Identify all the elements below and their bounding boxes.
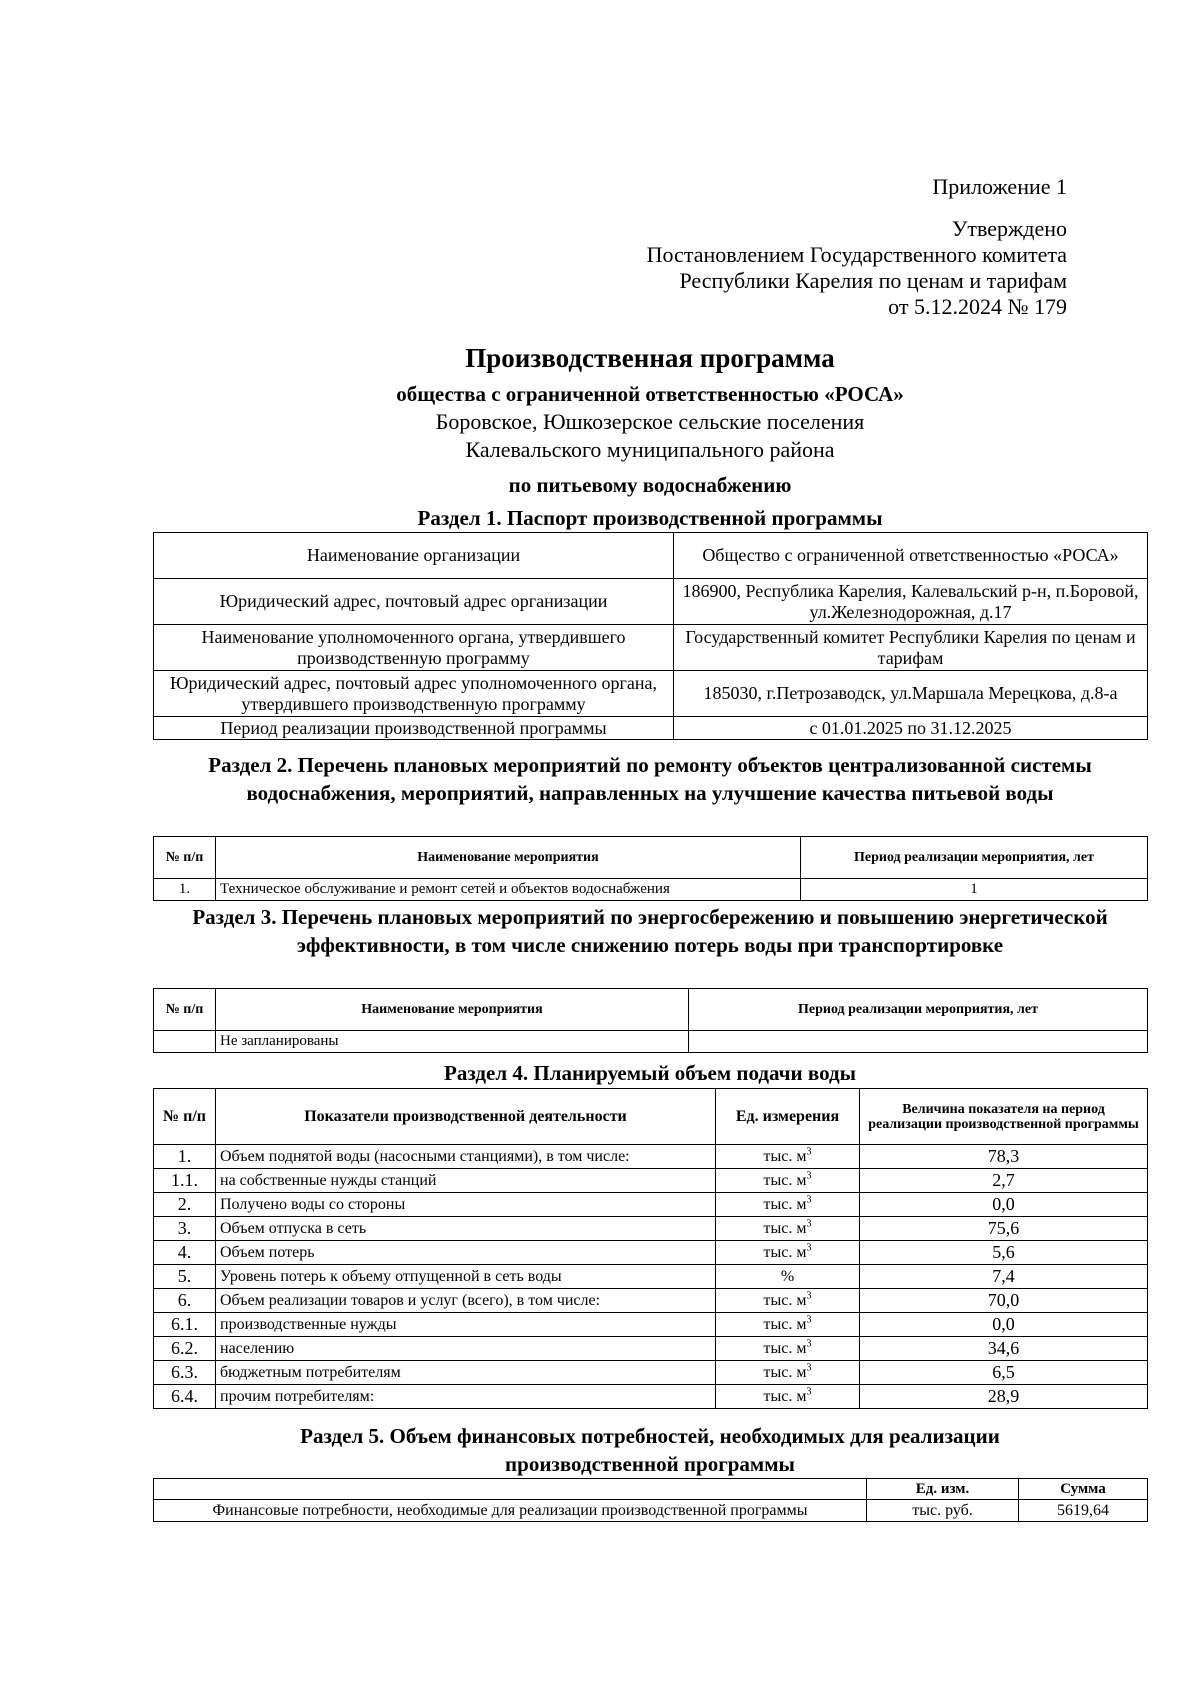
organization-title: общества с ограниченной ответственностью «РОСА» — [396, 382, 904, 406]
col-name-header: Наименование мероприятия — [216, 989, 689, 1031]
row-value: 78,3 — [860, 1145, 1148, 1169]
row-value: 6,5 — [860, 1361, 1148, 1385]
row-num: 1. — [154, 879, 216, 901]
passport-label: Наименование организации — [154, 533, 674, 579]
approval-word: Утверждено — [951, 216, 1067, 241]
col-period-header: Период реализации мероприятия, лет — [801, 837, 1148, 879]
section3-heading: Раздел 3. Перечень плановых мероприятий по энергосбережению и повышению энергетической эффективности, в том числе снижению потерь воды при транспортировке — [192, 905, 1108, 957]
water-supply-volume-table — [153, 1088, 1148, 1409]
col-num-header: № п/п — [154, 837, 216, 879]
table-row — [154, 717, 1148, 740]
unit-text: тыс. м — [763, 1364, 807, 1381]
settlements-title: Боровское, Юшкозерское сельские поселения — [435, 409, 865, 434]
approval-block — [647, 216, 1067, 320]
row-period: 1 — [801, 879, 1148, 901]
row-unit — [716, 1217, 860, 1241]
row-value: 28,9 — [860, 1385, 1148, 1409]
row-num: 5. — [154, 1265, 216, 1289]
unit-superscript: 3 — [806, 1170, 812, 1182]
table-row — [154, 1169, 1148, 1193]
passport-value: Общество с ограниченной ответственностью «РОСА» — [674, 533, 1148, 579]
row-unit — [716, 1385, 860, 1409]
unit-superscript: 3 — [806, 1338, 812, 1350]
unit-superscript: 3 — [806, 1314, 812, 1326]
row-label: Финансовые потребности, необходимые для реализации производственной программы — [154, 1500, 867, 1522]
unit-text: тыс. м — [763, 1172, 807, 1189]
passport-table — [153, 532, 1148, 740]
row-unit — [716, 1265, 860, 1289]
repair-measures-table — [153, 836, 1148, 901]
financial-needs-table — [153, 1478, 1148, 1522]
row-unit — [716, 1145, 860, 1169]
unit-text: тыс. м — [763, 1292, 807, 1309]
row-num: 3. — [154, 1217, 216, 1241]
col-label-header — [154, 1479, 867, 1500]
row-num: 4. — [154, 1241, 216, 1265]
table-row — [154, 579, 1148, 625]
row-indicator: производственные нужды — [216, 1313, 716, 1337]
passport-label: Юридический адрес, почтовый адрес организации — [154, 579, 674, 625]
subject-title: по питьевому водоснабжению — [508, 473, 792, 497]
unit-superscript: 3 — [806, 1218, 812, 1230]
passport-value: Государственный комитет Республики Карелия по ценам и тарифам — [674, 625, 1148, 671]
section5-heading: Раздел 5. Объем финансовых потребностей, необходимых для реализации производственной программы — [300, 1424, 1000, 1476]
row-value: 7,4 — [860, 1265, 1148, 1289]
table-row — [154, 1145, 1148, 1169]
row-indicator: Уровень потерь к объему отпущенной в сеть воды — [216, 1265, 716, 1289]
row-value: 0,0 — [860, 1193, 1148, 1217]
passport-value: 185030, г.Петрозаводск, ул.Маршала Мерецкова, д.8-а — [674, 671, 1148, 717]
table-row — [154, 1193, 1148, 1217]
row-num: 6.2. — [154, 1337, 216, 1361]
unit-superscript: 3 — [806, 1386, 812, 1398]
table-row — [154, 1500, 1148, 1522]
document-title — [153, 341, 1147, 375]
table-row — [154, 1241, 1148, 1265]
unit-superscript: 3 — [806, 1362, 812, 1374]
row-unit — [716, 1289, 860, 1313]
col-name-header: Наименование мероприятия — [216, 837, 801, 879]
unit-text: % — [780, 1268, 795, 1285]
row-unit — [716, 1313, 860, 1337]
row-num: 6.4. — [154, 1385, 216, 1409]
unit-superscript: 3 — [806, 1290, 812, 1302]
unit-text: тыс. м — [763, 1148, 807, 1165]
row-indicator: на собственные нужды станций — [216, 1169, 716, 1193]
table-header-row — [154, 989, 1148, 1031]
col-num-header: № п/п — [154, 989, 216, 1031]
main-title: Производственная программа — [465, 343, 835, 373]
table-header-row — [154, 1089, 1148, 1145]
row-name: Не запланированы — [216, 1031, 689, 1053]
row-value: 0,0 — [860, 1313, 1148, 1337]
passport-value: с 01.01.2025 по 31.12.2025 — [674, 717, 1148, 740]
table-row — [154, 1217, 1148, 1241]
table-row — [154, 1289, 1148, 1313]
row-period — [689, 1031, 1148, 1053]
col-num-header: № п/п — [154, 1089, 216, 1145]
subject-block — [153, 471, 1147, 499]
approval-authority-line1: Постановлением Государственного комитета — [646, 242, 1067, 267]
table-row — [154, 1031, 1148, 1053]
row-indicator: населению — [216, 1337, 716, 1361]
row-indicator: бюджетным потребителям — [216, 1361, 716, 1385]
table-row — [154, 1385, 1148, 1409]
row-num: 6.3. — [154, 1361, 216, 1385]
col-unit-header: Ед. изм. — [867, 1479, 1019, 1500]
row-indicator: Объем потерь — [216, 1241, 716, 1265]
table-row — [154, 1265, 1148, 1289]
approval-authority-line2: Республики Карелия по ценам и тарифам — [679, 268, 1067, 293]
row-indicator: Объем реализации товаров и услуг (всего), в том числе: — [216, 1289, 716, 1313]
unit-superscript: 3 — [806, 1146, 812, 1158]
section2-heading: Раздел 2. Перечень плановых мероприятий по ремонту объектов централизованной системы водоснабжения, мероприятий, направленных на улучшение качества питьевой воды — [208, 753, 1092, 805]
col-unit-header: Ед. измерения — [716, 1089, 860, 1145]
section1-heading: Раздел 1. Паспорт производственной программы — [417, 506, 883, 530]
row-unit — [716, 1241, 860, 1265]
row-num: 1. — [154, 1145, 216, 1169]
energy-measures-table — [153, 988, 1148, 1053]
row-num — [154, 1031, 216, 1053]
unit-text: тыс. м — [763, 1220, 807, 1237]
table-row — [154, 625, 1148, 671]
table-row — [154, 879, 1148, 901]
row-num: 1.1. — [154, 1169, 216, 1193]
passport-label: Юридический адрес, почтовый адрес уполномоченного органа, утвердившего производственную программу — [154, 671, 674, 717]
table-header-row — [154, 1479, 1148, 1500]
table-row — [154, 1361, 1148, 1385]
table-header-row — [154, 837, 1148, 879]
table-row — [154, 1313, 1148, 1337]
appendix-number: Приложение 1 — [932, 174, 1067, 199]
unit-superscript: 3 — [806, 1242, 812, 1254]
unit-text: тыс. м — [763, 1316, 807, 1333]
passport-label: Наименование уполномоченного органа, утвердившего производственную программу — [154, 625, 674, 671]
row-value: 70,0 — [860, 1289, 1148, 1313]
row-indicator: прочим потребителям: — [216, 1385, 716, 1409]
approval-date: от 5.12.2024 № 179 — [888, 294, 1067, 319]
row-value: 2,7 — [860, 1169, 1148, 1193]
row-unit: тыс. руб. — [867, 1500, 1019, 1522]
row-unit — [716, 1361, 860, 1385]
row-num: 6.1. — [154, 1313, 216, 1337]
row-indicator: Объем поднятой воды (насосными станциями), в том числе: — [216, 1145, 716, 1169]
row-unit — [716, 1193, 860, 1217]
row-value: 5,6 — [860, 1241, 1148, 1265]
unit-superscript: 3 — [806, 1194, 812, 1206]
unit-text: тыс. м — [763, 1388, 807, 1405]
col-sum-header: Сумма — [1019, 1479, 1148, 1500]
table-row — [154, 671, 1148, 717]
row-num: 6. — [154, 1289, 216, 1313]
unit-text: тыс. м — [763, 1340, 807, 1357]
col-period-header: Период реализации мероприятия, лет — [689, 989, 1148, 1031]
row-value: 34,6 — [860, 1337, 1148, 1361]
passport-label: Период реализации производственной программы — [154, 717, 674, 740]
unit-text: тыс. м — [763, 1244, 807, 1261]
district-title: Калевальского муниципального района — [465, 437, 835, 462]
row-name: Техническое обслуживание и ремонт сетей и объектов водоснабжения — [216, 879, 801, 901]
table-row — [154, 533, 1148, 579]
row-sum: 5619,64 — [1019, 1500, 1148, 1522]
col-indicator-header: Показатели производственной деятельности — [216, 1089, 716, 1145]
row-unit — [716, 1169, 860, 1193]
table-row — [154, 1337, 1148, 1361]
passport-value: 186900, Республика Карелия, Калевальский р-н, п.Боровой, ул.Железнодорожная, д.17 — [674, 579, 1148, 625]
row-indicator: Получено воды со стороны — [216, 1193, 716, 1217]
col-value-header: Величина показателя на период реализации производственной программы — [860, 1089, 1148, 1145]
title-subblock — [153, 380, 1147, 464]
row-unit — [716, 1337, 860, 1361]
unit-text: тыс. м — [763, 1196, 807, 1213]
row-num: 2. — [154, 1193, 216, 1217]
row-indicator: Объем отпуска в сеть — [216, 1217, 716, 1241]
row-value: 75,6 — [860, 1217, 1148, 1241]
section4-heading: Раздел 4. Планируемый объем подачи воды — [444, 1061, 856, 1085]
appendix-label — [932, 174, 1067, 200]
